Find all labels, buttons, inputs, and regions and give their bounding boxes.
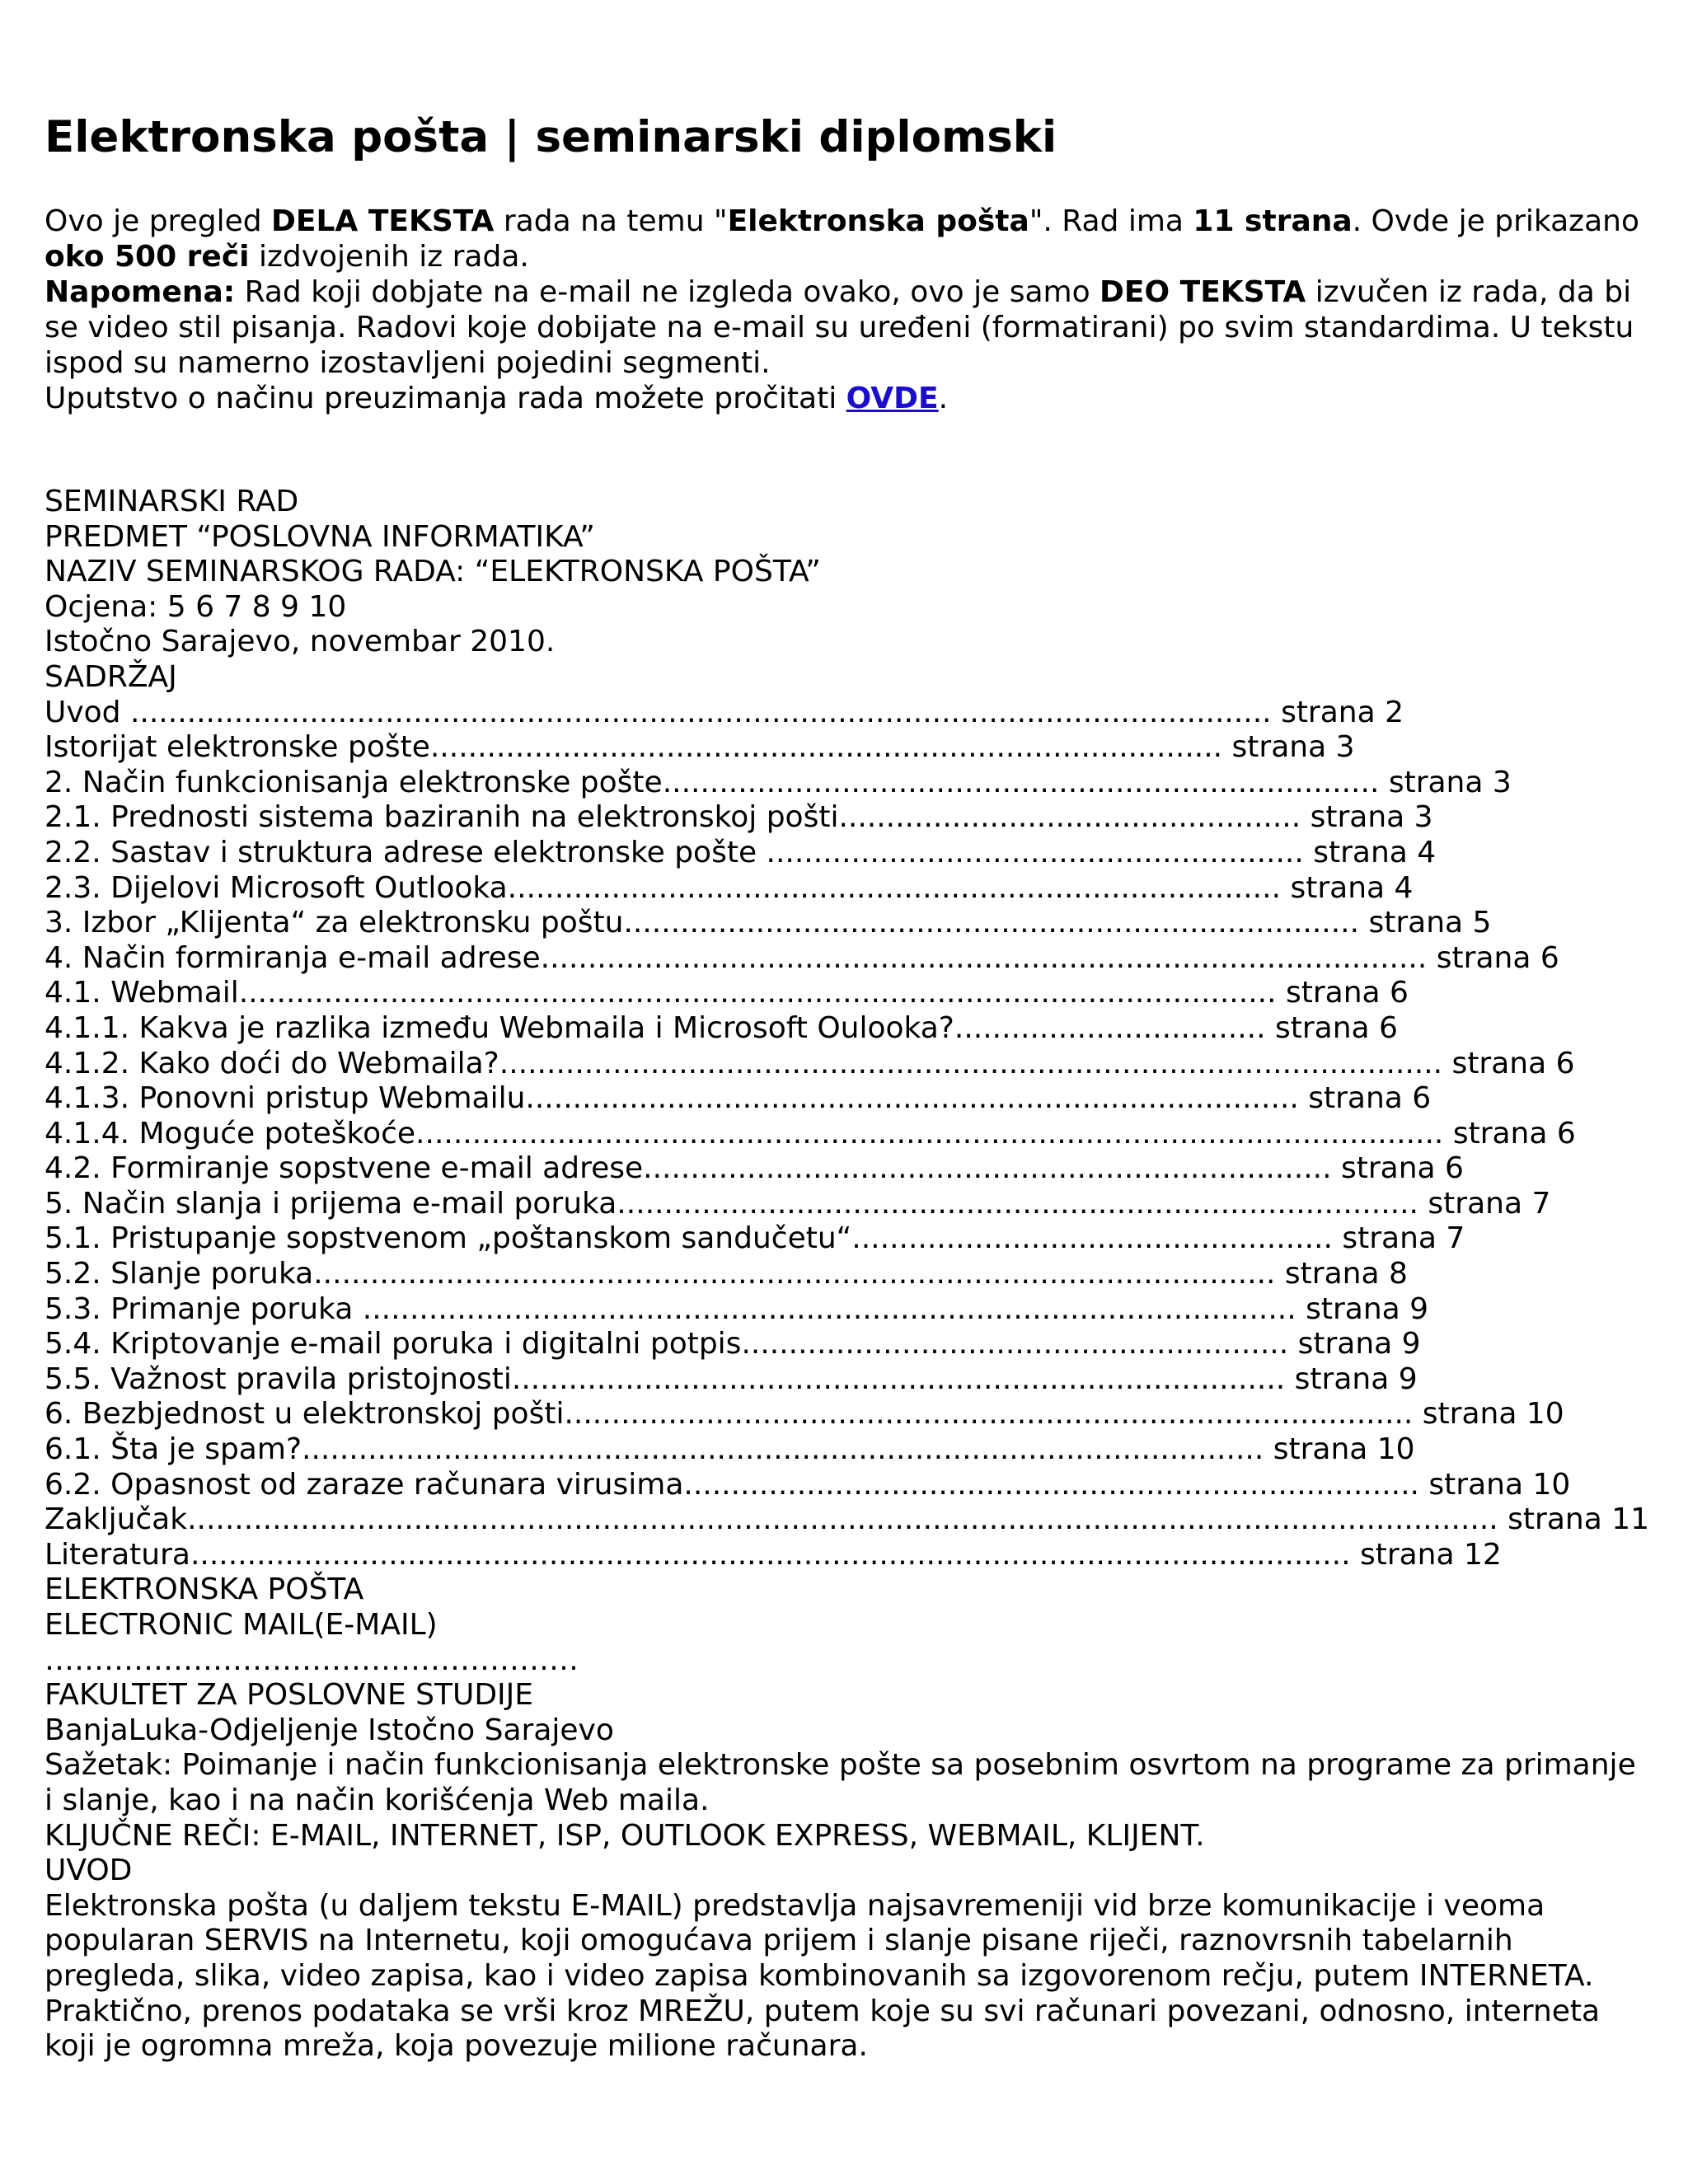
header-line: NAZIV SEMINARSKOG RADA: “ELEKTRONSKA POŠTA” [45,555,821,589]
title-line: ELECTRONIC MAIL(E-MAIL) [45,1608,438,1642]
intro-bold: oko 500 reči [45,240,250,274]
title-line: ……………………………………………… [45,1643,579,1677]
toc-entry: 6. Bezbjednost u elektronskoj pošti.......................................................................................... strana 10 [45,1397,1564,1432]
header-lines [45,485,1652,696]
uvod-paragraph: Elektronska pošta (u daljem tekstu E-MAIL) predstavlja najsavremeniji vid brze komunikacije i veoma popularan SERVIS na Internetu, koji omogućava prijem i slanje pisane riječi, raznovrsnih tabelarnih pregleda, slika, video zapisa, kao i video zapisa kombinovanih sa izgovorenom rečju, putem INTERNETA. Praktično, prenos podataka se vrši kroz MREŽU, putem koje su svi računari povezani, odnosno, interneta koji je ogromna mreža, koja povezuje milione računara. [45,1888,1601,2064]
toc-entry: 5.1. Pristupanje sopstvenom „poštanskom sandučetu“................................................... strana 7 [45,1221,1465,1256]
intro-text: rada na temu " [494,204,728,238]
guide-text: . [938,382,949,415]
intro-bold: 11 strana [1193,204,1353,238]
header-line: Ocjena: 5 6 7 8 9 10 [45,589,347,624]
intro-bold: Elektronska pošta [727,204,1029,238]
toc-entry: 4.2. Formiranje sopstvene e-mail adrese......................................................................... strana 6 [45,1151,1464,1186]
title-line: FAKULTET ZA POSLOVNE STUDIJE [45,1678,534,1713]
intro-block [45,204,1652,416]
toc-entry: Uvod ......................................................................................................................... strana 2 [45,695,1404,729]
note-label: Napomena: [45,275,236,309]
table-of-contents [45,696,1652,1573]
page-title: Elektronska pošta | seminarski diplomski [45,112,1057,162]
toc-entry: 4.1.1. Kakva je razlika između Webmaila i Microsoft Oulooka?................................. strana 6 [45,1010,1398,1045]
header-line: SADRŽAJ [45,659,177,694]
toc-entry: 2.2. Sastav i struktura adrese elektronske pošte ......................................................... strana 4 [45,835,1437,869]
intro-text: . Ovde je prikazano [1352,204,1639,238]
toc-entry: Istorijat elektronske pošte.................................................................................... strana 3 [45,730,1355,765]
header-line: Istočno Sarajevo, novembar 2010. [45,625,556,659]
title-line: ELEKTRONSKA POŠTA [45,1572,364,1607]
guide-paragraph [45,381,1652,416]
toc-entry: 5. Način slanja i prijema e-mail poruka..................................................................................... strana 7 [45,1186,1551,1221]
toc-entry: 4. Način formiranja e-mail adrese.............................................................................................. strana 6 [45,940,1559,975]
intro-text: ". Rad ima [1029,204,1193,238]
intro-paragraph [45,204,1652,274]
toc-entry: 4.1.4. Moguće poteškoće............................................................................................................. strana 6 [45,1116,1576,1151]
toc-entry: Literatura........................................................................................................................... strana 12 [45,1537,1502,1572]
toc-entry: 2.3. Dijelovi Microsoft Outlooka.................................................................................. strana 4 [45,870,1414,905]
ovde-link[interactable]: OVDE [846,382,939,415]
title-line: BanjaLuka-Odjeljenje Istočno Sarajevo [45,1713,614,1747]
toc-entry: 5.3. Primanje poruka ................................................................................................... strana 9 [45,1291,1429,1326]
note-bold: DEO TEKSTA [1100,275,1306,309]
intro-text: izdvojenih iz rada. [249,240,529,274]
document-body [45,485,1652,2064]
note-text: izvučen iz rada, da bi se video stil pisanja. Radovi koje dobijate na e-mail su uređeni (formatirani) po svim standardima. U tekstu ispod su namerno izostavljeni pojedini segmenti. [45,275,1634,380]
toc-entry: 3. Izbor „Klijenta“ za elektronsku poštu.............................................................................. strana 5 [45,906,1492,940]
abstract-text: Sažetak: Poimanje i način funkcionisanja elektronske pošte sa posebnim osvrtom na programe za primanje i slanje, kao i na način korišćenja Web maila. [45,1748,1636,1817]
uvod-heading: UVOD [45,1854,133,1888]
toc-entry: 4.1.3. Ponovni pristup Webmailu.................................................................................. strana 6 [45,1081,1432,1116]
toc-entry: Zaključak........................................................................................................................................... strana 11 [45,1502,1650,1537]
intro-bold: DELA TEKSTA [271,204,495,238]
note-text: Rad koji dobjate na e-mail ne izgleda ovako, ovo je samo [235,275,1100,309]
toc-entry: 6.2. Opasnost od zaraze računara virusima.............................................................................. strana 10 [45,1467,1571,1502]
keywords-text: KLJUČNE REČI: E-MAIL, INTERNET, ISP, OUTLOOK EXPRESS, WEBMAIL, KLIJENT. [45,1818,1205,1853]
header-line: PREDMET “POSLOVNA INFORMATIKA” [45,519,595,554]
toc-entry: 5.2. Slanje poruka...................................................................................................... strana 8 [45,1257,1408,1291]
toc-entry: 4.1. Webmail.............................................................................................................. strana 6 [45,976,1409,1010]
header-line: SEMINARSKI RAD [45,485,299,518]
toc-entry: 5.5. Važnost pravila pristojnosti.................................................................................. strana 9 [45,1361,1418,1396]
guide-text: Uputstvo o načinu preuzimanja rada možete pročitati [45,382,846,415]
toc-entry: 6.1. Šta je spam?...................................................................................................... strana 10 [45,1432,1415,1467]
toc-entry: 2.1. Prednosti sistema baziranih na elektronskoj pošti................................................. strana 3 [45,800,1433,835]
intro-text: Ovo je pregled [45,204,272,238]
toc-entry: 5.4. Kriptovanje e-mail poruka i digitalni potpis.......................................................... strana 9 [45,1327,1421,1361]
note-paragraph [45,274,1652,381]
title-block [45,1572,1652,1748]
toc-entry: 2. Način funkcionisanja elektronske pošte............................................................................ strana 3 [45,765,1512,799]
toc-entry: 4.1.2. Kako doći do Webmaila?.................................................................................................... strana 6 [45,1046,1575,1080]
